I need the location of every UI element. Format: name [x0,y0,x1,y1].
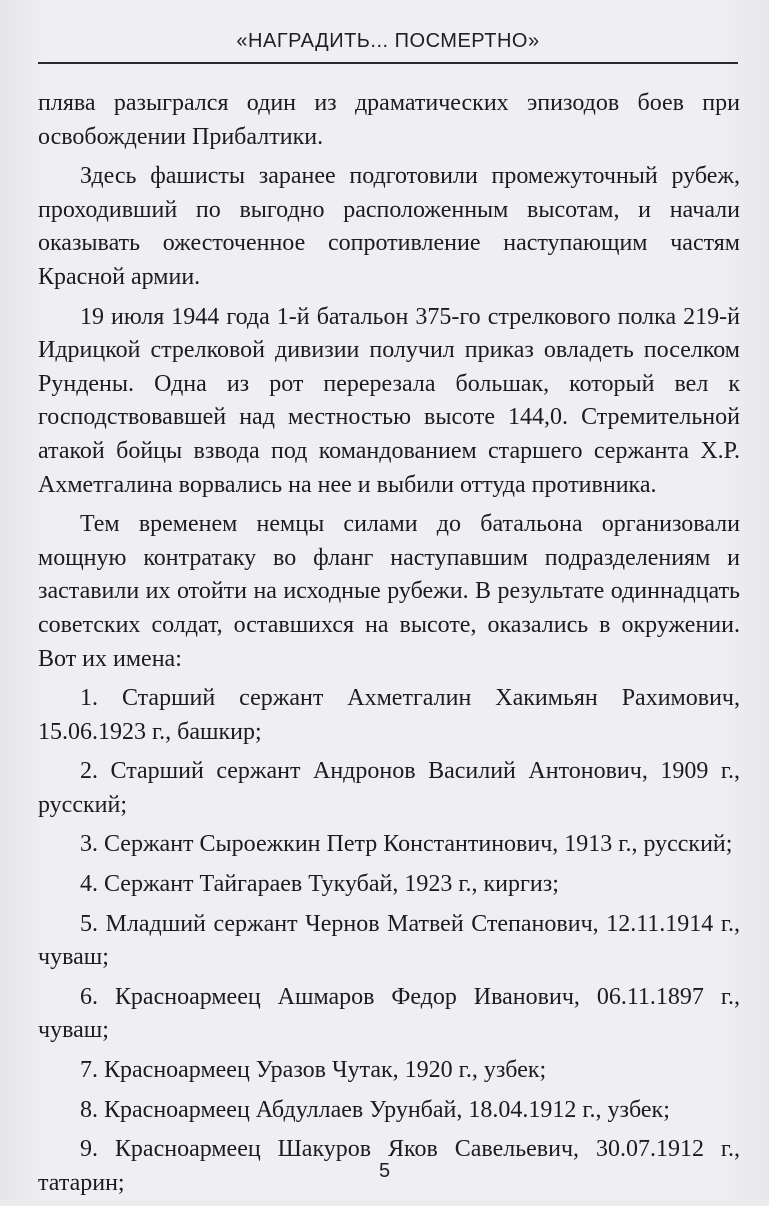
list-item: 5. Младший сержант Чернов Матвей Степанович, 12.11.1914 г., чуваш; [38,910,740,971]
page-number: 5 [378,1160,391,1182]
list-item: 8. Красноармеец Абдуллаев Урунбай, 18.04.1912 г., узбек; [80,1096,670,1123]
body-text [38,87,740,1206]
list-item: 7. Красноармеец Уразов Чутак, 1920 г., узбек; [80,1057,547,1084]
paragraph: Здесь фашисты заранее подготовили промежуточный рубеж, проходивший по выгодно расположенным высотам, и начали оказывать ожесточенное сопротивление наступающим частям Красной армии. [38,163,740,290]
paragraph: Тем временем немцы силами до батальона организовали мощную контратаку во фланг наступавшим подразделениям и заставили их отойти на исходные рубежи. В результате одиннадцать советских солдат, оставшихся на высоте, оказались в окружении. Вот их имена: [38,511,740,672]
running-title: «НАГРАДИТЬ... ПОСМЕРТНО» [236,30,540,52]
list-item: 1. Старший сержант Ахметгалин Хакимьян Рахимович, 15.06.1923 г., башкир; [38,685,740,745]
paragraph: 19 июля 1944 года 1-й батальон 375-го стрелкового полка 219-й Идрицкой стрелковой дивизии получил приказ овладеть поселком Рундены. Одна из рот перерезала большак, который вел к господствовавшей над местностью высоте 144,0. Стремительной атакой бойцы взвода под командованием старшего сержанта Х.Р. Ахметгалина ворвались на нее и выбили оттуда противника. [38,303,740,498]
paragraph: плява разыгрался один из драматических эпизодов боев при освобождении Прибалтики. [38,90,740,150]
list-item: 3. Сержант Сыроежкин Петр Константинович, 1913 г., русский; [80,831,733,858]
list-item: 6. Красноармеец Ашмаров Федор Иванович, 06.11.1897 г., чуваш; [38,983,740,1044]
header-rule [38,62,738,64]
list-item: 2. Старший сержант Андронов Василий Антонович, 1909 г., русский; [38,758,740,818]
list-item: 4. Сержант Тайгараев Тукубай, 1923 г., киргиз; [80,871,559,898]
list-item: 9. Красноармеец Шакуров Яков Савельевич, 30.07.1912 г., татарин; [38,1136,740,1196]
